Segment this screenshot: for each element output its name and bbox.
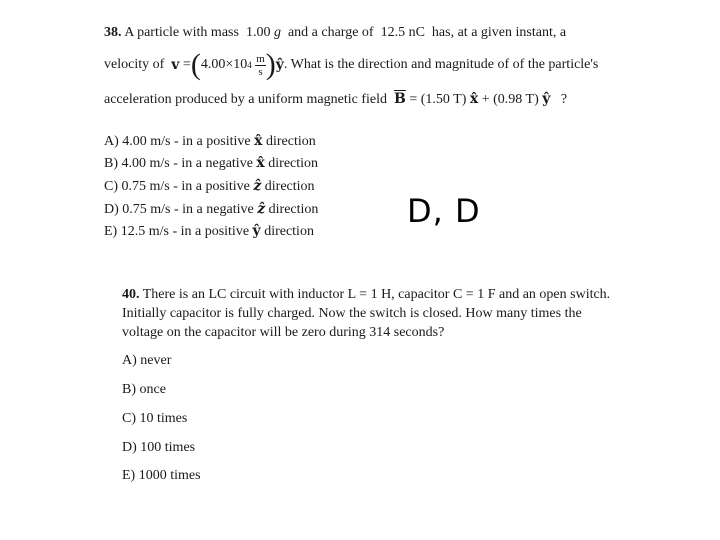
q38-velocity-unit: [255, 53, 266, 78]
q38-velocity-symbol: v: [171, 57, 180, 73]
q38-by-value: (0.98 T): [493, 92, 539, 107]
q38-choice-d-tail: direction: [268, 202, 319, 217]
q38-choice-a-direction: x̂: [254, 133, 263, 149]
q38-choice-c-direction: ẑ: [253, 178, 262, 194]
q38-choice-b-label: B) 4.00 m/s - in a negative: [104, 156, 253, 171]
q38-choice-d-direction: ẑ: [257, 201, 266, 217]
q38-velocity-unit-num: m: [256, 52, 265, 65]
q38-line1: [104, 25, 566, 41]
q38-choice-b: [104, 155, 318, 172]
q38-number: 38.: [104, 25, 122, 40]
q38-line2-start: velocity of: [104, 57, 165, 72]
q38-velocity-direction: ŷ: [275, 57, 284, 73]
q38-question-mark: ?: [560, 92, 568, 107]
q38-choice-e-tail: direction: [264, 224, 314, 239]
q38-choice-a: [104, 133, 316, 150]
q38-choice-b-tail: direction: [268, 156, 319, 171]
q38-choice-c: [104, 178, 315, 195]
q40-choice-d: D) 100 times: [122, 440, 196, 455]
q40-choice-e: E) 1000 times: [122, 468, 201, 483]
q38-field-symbol: $\overline{B}$: [394, 91, 406, 107]
q38-choice-e-label: E) 12.5 m/s - in a positive: [104, 224, 250, 239]
q40-choice-a: A) never: [122, 353, 172, 368]
q38-velocity-equals: =: [182, 57, 191, 72]
q40-choice-c: C) 10 times: [122, 411, 188, 426]
q38-choice-c-label: C) 0.75 m/s - in a positive: [104, 179, 250, 194]
q38-velocity-magnitude: 4.00×10: [200, 57, 248, 72]
q38-choice-e-direction: ŷ: [252, 223, 261, 239]
q38-field-equals: =: [409, 92, 418, 107]
q38-choice-a-label: A) 4.00 m/s - in a positive: [104, 134, 251, 149]
q38-line1-mid: and a charge of: [287, 25, 374, 40]
q38-choice-d-label: D) 0.75 m/s - in a negative: [104, 202, 254, 217]
q38-line1-end: has, at a given instant, a: [431, 25, 567, 40]
q38-line2: [104, 48, 598, 82]
q38-plus: +: [481, 92, 490, 107]
answer-text: D, D: [407, 192, 481, 230]
q38-choice-c-tail: direction: [264, 179, 315, 194]
q38-line3-start: acceleration produced by a uniform magnetic field: [104, 92, 387, 107]
q38-bx-direction: x̂: [469, 91, 479, 107]
q38-mass-unit: g: [273, 25, 281, 40]
q38-choice-d: [104, 201, 318, 218]
q40-number: 40.: [122, 287, 140, 302]
q38-velocity-exponent: 4: [247, 60, 252, 70]
q38-velocity-unit-den: s: [258, 65, 263, 78]
q40-line1: [122, 287, 610, 303]
q38-choice-a-tail: direction: [265, 134, 316, 149]
q38-velocity-left-paren: (: [190, 48, 201, 81]
q38-choice-b-direction: x̂: [256, 155, 265, 171]
q40-line2: Initially capacitor is fully charged. Now the switch is closed. How many times the: [122, 306, 582, 321]
q40-line3: voltage on the capacitor will be zero during 314 seconds?: [122, 325, 445, 340]
q38-bx-value: (1.50 T): [420, 92, 467, 107]
q38-line2-end: . What is the direction and magnitude of of the particle's: [283, 57, 599, 72]
q40-line1-text: There is an LC circuit with inductor L = 1 H, capacitor C = 1 F and an open switch.: [142, 287, 611, 302]
q38-line3: [104, 91, 567, 108]
q38-velocity-right-paren: ): [265, 48, 276, 81]
q38-charge-unit: nC: [408, 25, 425, 40]
q38-line1-text: A particle with mass: [124, 25, 239, 40]
q40-choice-b: B) once: [122, 382, 166, 397]
q38-by-direction: ŷ: [542, 91, 551, 107]
q38-mass-value: 1.00: [245, 25, 271, 40]
q38-charge-value: 12.5: [380, 25, 406, 40]
q38-choice-e: [104, 223, 314, 240]
